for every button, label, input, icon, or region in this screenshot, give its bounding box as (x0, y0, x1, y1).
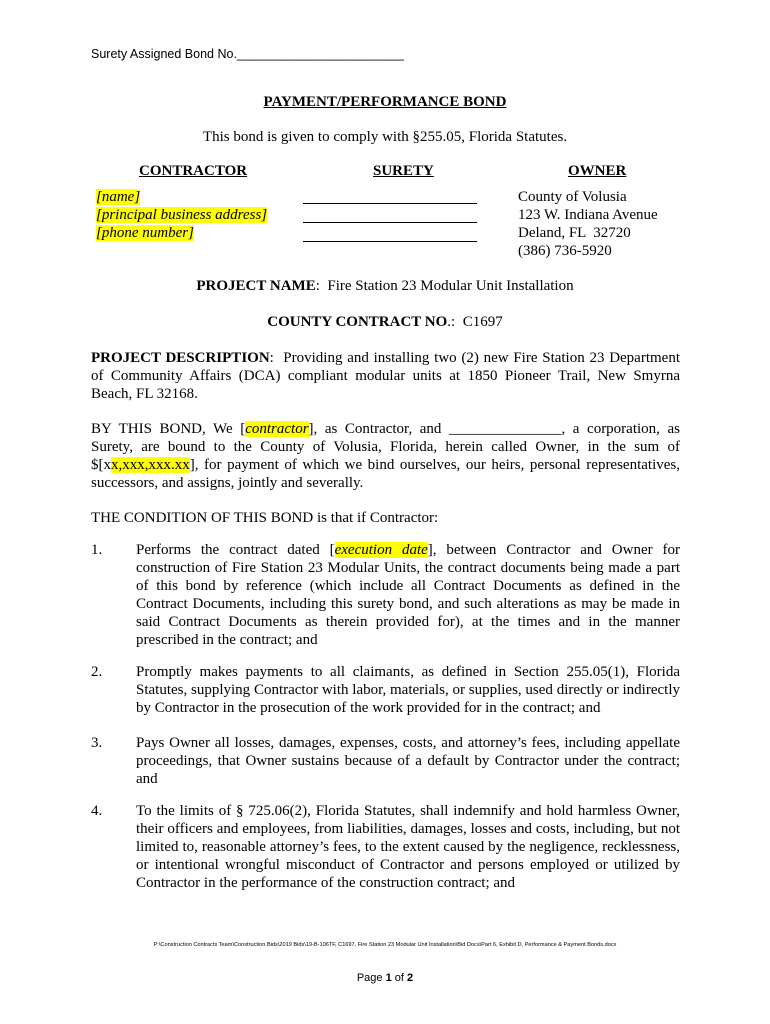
contractor-name-line: [name] (96, 189, 141, 205)
surety-block (303, 188, 477, 245)
project-name-label: PROJECT NAME (196, 278, 316, 294)
project-description-label: PROJECT DESCRIPTION (91, 350, 270, 366)
footer-file-path: P:\Construction Contracts Team\Construction Bids\2019 Bids\19-B-106TF, C1697, Fire Station 23 Modular Unit Installation\Bid Docs\Part 6, Exhibit D, Performance & Payment Bonds.docx (153, 942, 617, 948)
surety-blank-line-1[interactable] (303, 188, 477, 204)
owner-line-4: (386) 736-5920 (518, 243, 612, 259)
contractor-address-line: [principal business address] (96, 207, 268, 223)
project-name-value: Fire Station 23 Modular Unit Installation (327, 278, 574, 294)
item-1-number: 1. (91, 542, 103, 558)
item-1-pre: Performs the contract dated [ (136, 542, 335, 558)
surety-bond-label: Surety Assigned Bond No. (91, 47, 237, 61)
contractor-address-placeholder[interactable]: principal business address (101, 207, 262, 223)
bond-para-text-1: BY THIS BOND, We [ (91, 421, 246, 437)
item-4-text: To the limits of § 725.06(2), Florida Statutes, shall indemnify and hold harmless Owner, their officers and employees, from liabilities, damages, losses and costs, including, but not limited to, reasonable attorney’s fees, to the extent caused by the negligence, recklessness, or intentional wrongful misconduct of Contractor and persons employed or utilized by Contractor in the performance of the construction contract; and (136, 803, 680, 891)
owner-line-3: Deland, FL 32720 (518, 225, 631, 241)
page-of-word: of (394, 972, 404, 984)
item-3-number: 3. (91, 735, 103, 751)
page-total: 2 (407, 972, 414, 984)
owner-block (518, 188, 658, 260)
compliance-statement: This bond is given to comply with §255.05, Florida Statutes. (202, 129, 568, 145)
bond-para-text-3: ], for payment of which we bind ourselves, our heirs, personal representatives, successors, and assigns, jointly and severally. (91, 457, 680, 491)
project-name-line: PROJECT NAME: Fire Station 23 Modular Unit Installation (196, 278, 574, 294)
document-title: PAYMENT/PERFORMANCE BOND (263, 94, 507, 110)
contract-number-line: COUNTY CONTRACT NO.: C1697 (267, 314, 503, 330)
contractor-phone-placeholder[interactable]: phone number (101, 225, 189, 241)
contractor-heading: CONTRACTOR (139, 163, 248, 179)
contractor-phone-line: [phone number] (96, 225, 194, 241)
contract-number-value: C1697 (462, 314, 503, 330)
project-description-text: Providing and installing two (2) new Fire Station 23 Department of Community Affairs (DCA) compliant modular units at 1850 Pioneer Trail, New Smyrna Beach, FL 32168. (91, 350, 680, 402)
page-number (0, 972, 770, 984)
surety-bond-number-line (91, 47, 404, 61)
execution-date-placeholder[interactable]: execution date (334, 542, 428, 558)
surety-heading: SURETY (373, 163, 434, 179)
item-2-number: 2. (91, 664, 103, 680)
contractor-name-placeholder[interactable]: name (101, 189, 135, 205)
page-word: Page (356, 972, 383, 984)
page-current: 1 (385, 972, 392, 984)
bond-amount-placeholder[interactable]: x,xxx,xxx.xx (111, 457, 190, 473)
bond-paragraph (91, 420, 680, 492)
surety-blank-line-3[interactable] (303, 226, 477, 242)
bond-contractor-placeholder[interactable]: contractor (245, 421, 309, 437)
surety-blank-line-2[interactable] (303, 207, 477, 223)
item-1-text (136, 541, 680, 649)
contract-number-label: COUNTY CONTRACT NO (267, 314, 448, 330)
surety-bond-blank[interactable]: ________________________ (236, 47, 404, 61)
item-3-text: Pays Owner all losses, damages, expenses, costs, and attorney’s fees, including appellate proceedings, that Owner sustains because of a default by Contractor under the contract; and (136, 735, 680, 787)
item-2-text: Promptly makes payments to all claimants, as defined in Section 255.05(1), Florida Statutes, supplying Contractor with labor, materials, or supplies, used directly or indirectly by Contractor in the prosecution of the work provided for in the contract; and (136, 664, 680, 716)
owner-line-2: 123 W. Indiana Avenue (518, 207, 658, 223)
condition-intro: THE CONDITION OF THIS BOND is that if Contractor: (91, 510, 439, 526)
item-4-number: 4. (91, 803, 103, 819)
project-description: PROJECT DESCRIPTION: Providing and installing two (2) new Fire Station 23 Department of Community Affairs (DCA) compliant modular units at 1850 Pioneer Trail, New Smyrna Beach, FL 32168. (91, 350, 680, 402)
item-1-post: ], between Contractor and Owner for construction of Fire Station 23 Modular Units, the contract documents being made a part of this bond by reference (which include all Contract Documents as defined in the Contract Documents, including this surety bond, and such alterations as may be made in said Contract Documents as therein provided for), at the times and in the manner prescribed in the contract; and (136, 542, 680, 648)
contractor-block (96, 188, 267, 242)
owner-heading: OWNER (568, 163, 627, 179)
bond-para-text-2: ], as Contractor, and _______________, a corporation, as Surety, are bound to the County of Volusia, Florida, herein called Owner, in the sum of $[x (91, 421, 680, 473)
owner-line-1: County of Volusia (518, 189, 627, 205)
